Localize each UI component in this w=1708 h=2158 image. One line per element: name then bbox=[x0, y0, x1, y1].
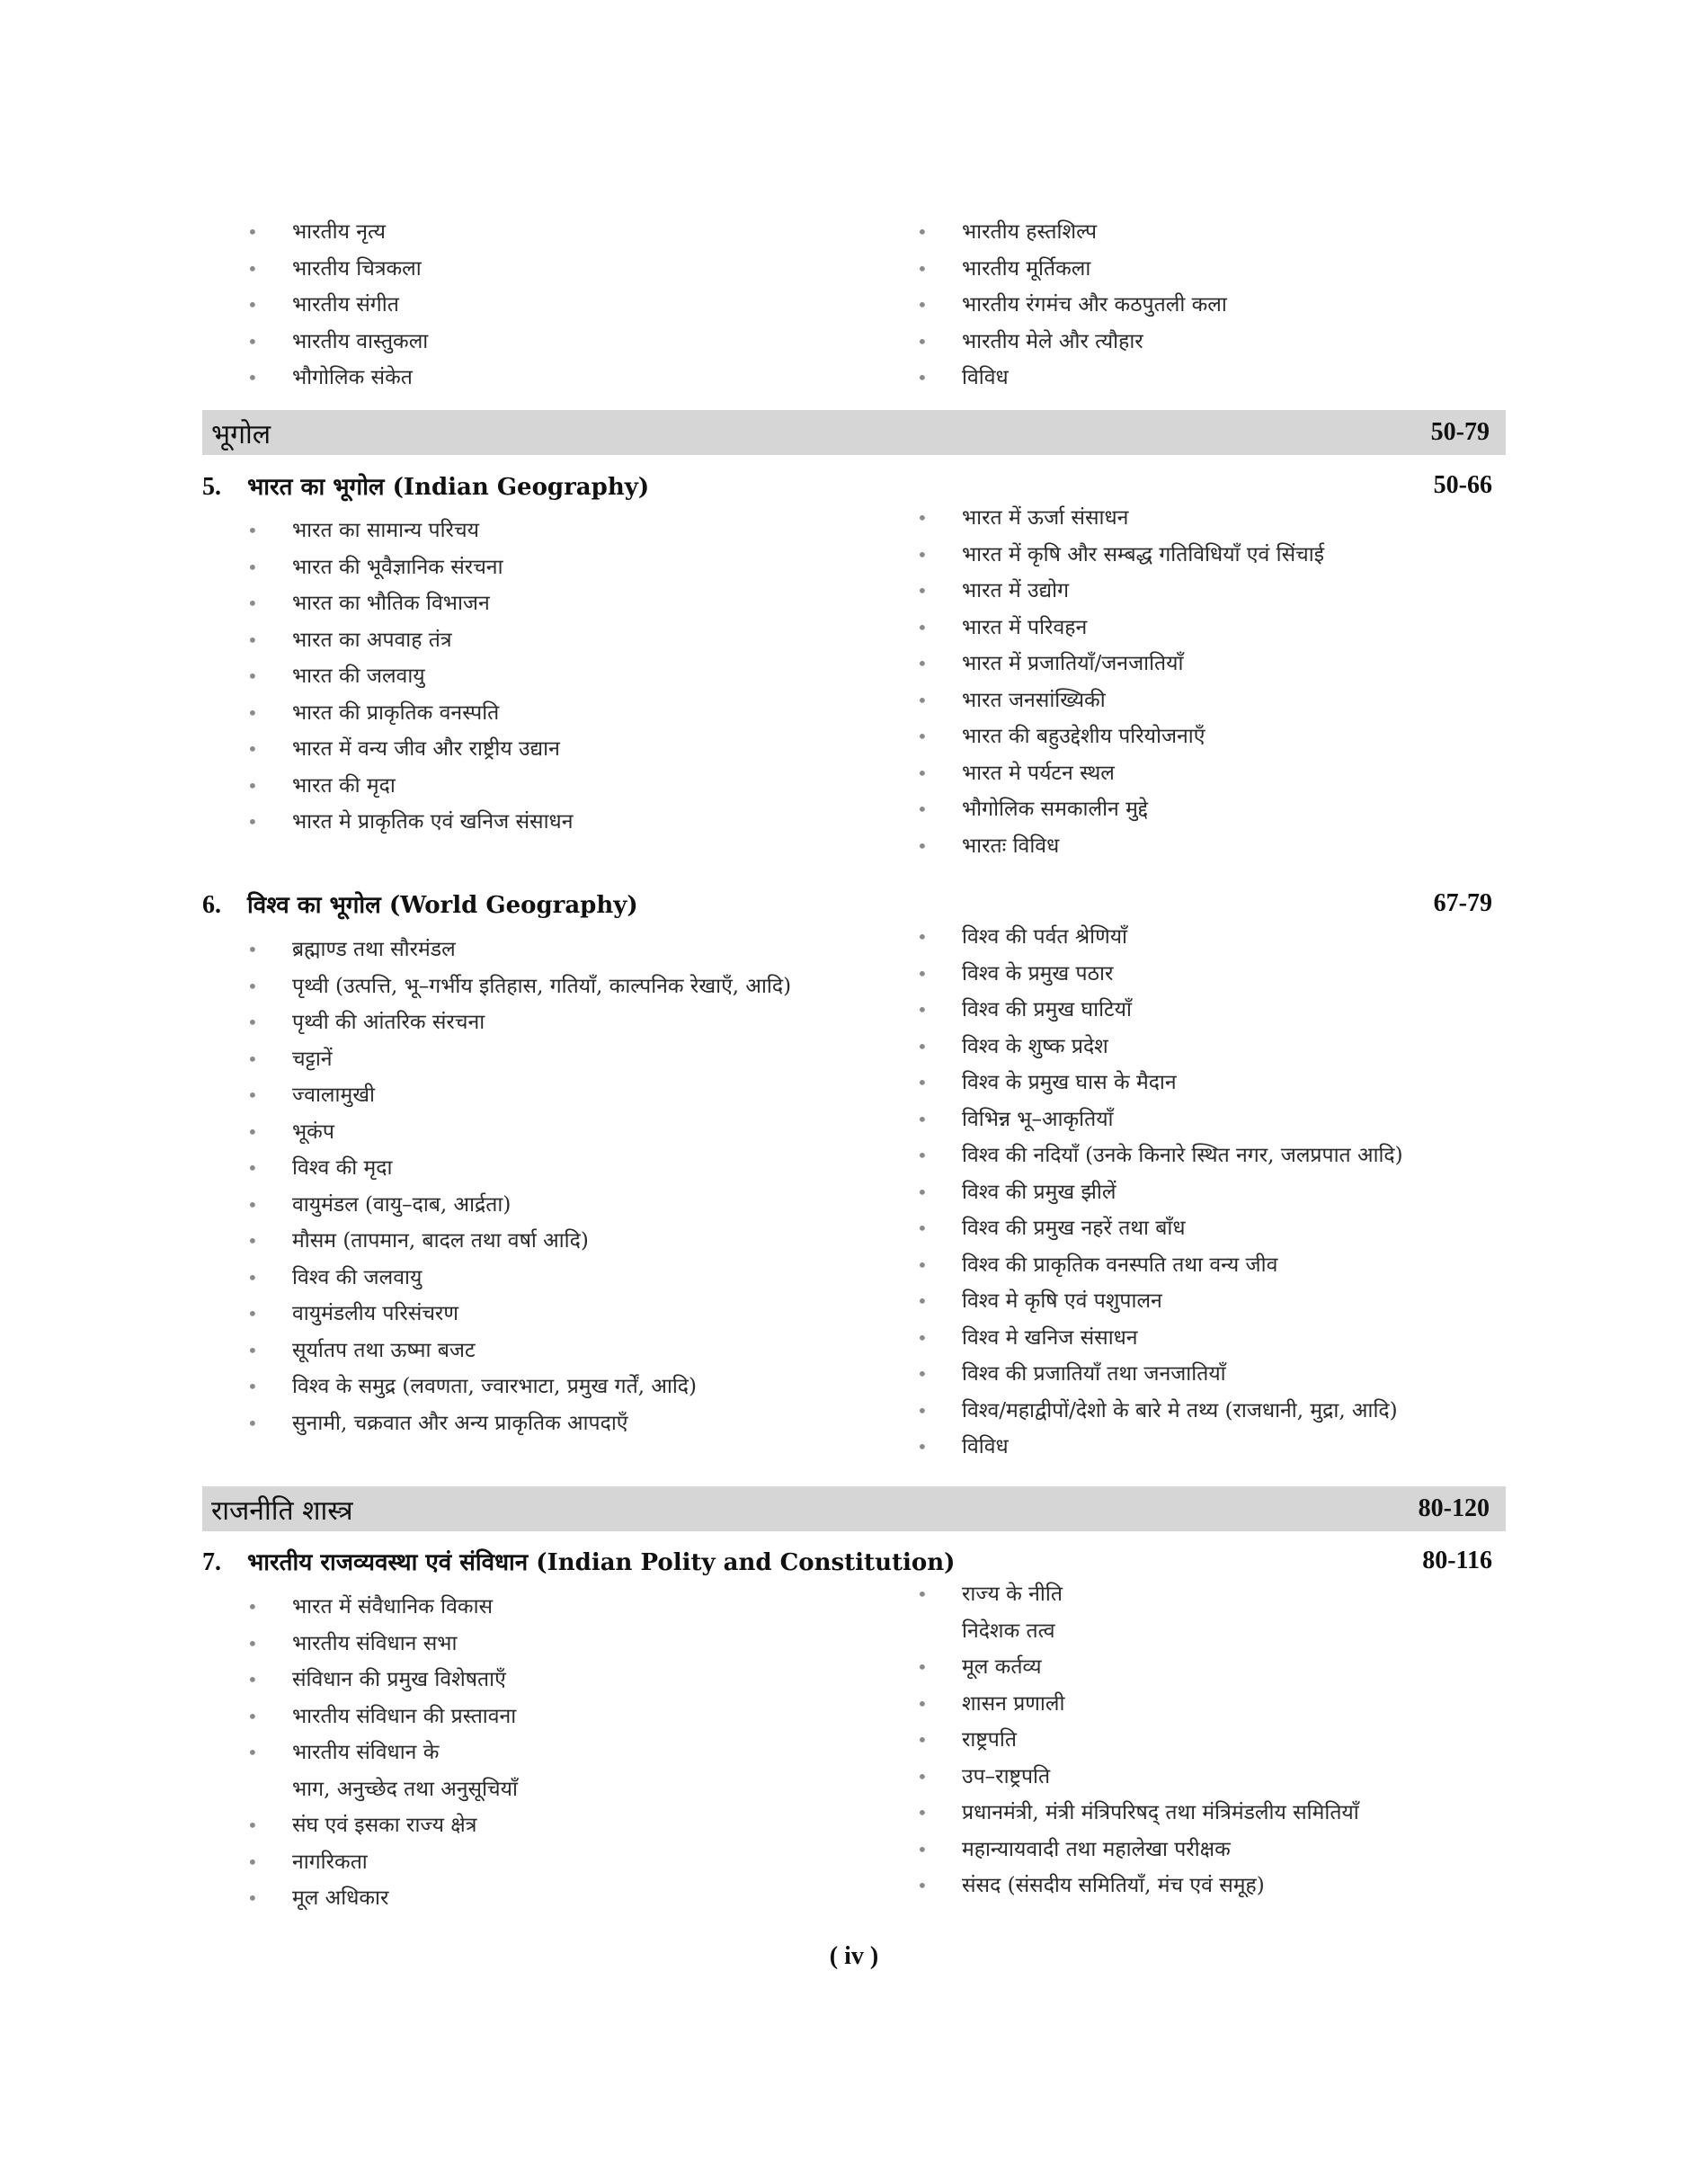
topic-text: भारत में कृषि और सम्बद्ध गतिविधियाँ एवं सिंचाई bbox=[962, 542, 1324, 566]
topic-item bbox=[202, 1041, 872, 1078]
topic-item bbox=[202, 968, 872, 1005]
topic-text: सुनामी, चक्रवात और अन्य प्राकृतिक आपदाएँ bbox=[292, 1411, 628, 1435]
topic-text: विविध bbox=[962, 1435, 1009, 1458]
topic-text: विभिन्न भू–आकृतियाँ bbox=[962, 1107, 1114, 1131]
topic-item bbox=[202, 1187, 872, 1224]
bullet-icon: • bbox=[247, 1705, 258, 1727]
left-column bbox=[202, 214, 872, 397]
topic-item bbox=[202, 1626, 872, 1663]
topic-text: भारत का भौतिक विभाजन bbox=[292, 592, 490, 615]
topic-text: भारत में परिवहन bbox=[962, 615, 1088, 639]
topic-text: विश्व की प्रमुख घाटियाँ bbox=[962, 998, 1132, 1021]
bullet-icon: • bbox=[247, 294, 258, 316]
bullet-icon: • bbox=[247, 1596, 258, 1618]
topic-text: सूर्यातप तथा ऊष्मा बजट bbox=[292, 1338, 476, 1362]
topic-text: पृथ्वी की आंतरिक संरचना bbox=[292, 1011, 485, 1034]
section-header-geography bbox=[202, 410, 1506, 455]
section-title: भूगोल bbox=[211, 418, 271, 450]
topic-item bbox=[202, 804, 872, 841]
topic-text: विश्व की पर्वत श्रेणियाँ bbox=[962, 925, 1127, 949]
topic-text: भारतीय रंगमंच और कठपुतली कला bbox=[962, 293, 1227, 317]
bullet-icon: • bbox=[247, 367, 258, 388]
bullet-icon: • bbox=[247, 221, 258, 243]
topic-text: भारत की भूवैज्ञानिक संरचना bbox=[292, 555, 503, 579]
topic-item bbox=[202, 1260, 872, 1297]
bullet-icon: • bbox=[917, 798, 928, 820]
topic-item bbox=[872, 360, 1501, 397]
topic-text: विश्व मे खनिज संसाधन bbox=[962, 1325, 1138, 1350]
topic-text: मूल कर्तव्य bbox=[962, 1655, 1042, 1679]
topic-item bbox=[202, 1369, 872, 1405]
topic-text: विश्व/महाद्वीपों/देशो के बारे मे तथ्य (राजधानी, मुद्रा, आदि) bbox=[962, 1398, 1398, 1422]
topic-text: निदेशक तत्व bbox=[962, 1618, 1055, 1643]
bullet-icon: • bbox=[247, 1012, 258, 1033]
topic-text: भारत में प्रजातियाँ/जनजातियाँ bbox=[962, 652, 1184, 675]
chapter-label bbox=[202, 887, 638, 920]
topic-item bbox=[202, 1333, 872, 1369]
topic-item bbox=[872, 1868, 1501, 1904]
bullet-icon: • bbox=[247, 1850, 258, 1873]
topic-item bbox=[202, 1771, 872, 1808]
section-page-range: 50-79 bbox=[1430, 418, 1490, 446]
page-number: ( iv ) bbox=[829, 1942, 879, 1970]
topic-item bbox=[872, 1356, 1501, 1393]
topic-text: राज्य के नीति bbox=[962, 1583, 1063, 1606]
bullet-icon: • bbox=[247, 738, 258, 760]
topic-text: पृथ्वी (उत्पत्ति, भू–गर्भीय इतिहास, गतियाँ, काल्पनिक रेखाएँ, आदि) bbox=[292, 974, 792, 998]
bullet-icon: • bbox=[917, 653, 928, 674]
topic-text: भारतीय संविधान के bbox=[292, 1741, 440, 1764]
topic-text: भारत की जलवायु bbox=[292, 664, 425, 688]
bullet-icon: • bbox=[247, 1303, 258, 1324]
topic-item bbox=[202, 1114, 872, 1151]
topic-text: विश्व की प्रमुख झीलें bbox=[962, 1180, 1116, 1204]
chapter-number: 7. bbox=[202, 1548, 221, 1576]
section-title: राजनीति शास्त्र bbox=[211, 1494, 353, 1527]
topic-text: भारतीय हस्तशिल्प bbox=[962, 220, 1098, 244]
topic-text: प्रधानमंत्री, मंत्री मंत्रिपरिषद् तथा मंत्रिमंडलीय समितियाँ bbox=[962, 1801, 1359, 1824]
topic-item bbox=[872, 992, 1501, 1029]
topic-item bbox=[872, 1576, 1501, 1613]
topic-item bbox=[872, 500, 1501, 537]
bullet-icon: • bbox=[917, 1692, 928, 1715]
bullet-icon: • bbox=[917, 1436, 928, 1458]
topic-item bbox=[202, 932, 872, 968]
topic-text: संविधान की प्रमुख विशेषताएँ bbox=[292, 1668, 506, 1691]
bullet-icon: • bbox=[247, 257, 258, 280]
topic-item bbox=[202, 1296, 872, 1333]
bullet-icon: • bbox=[917, 1656, 928, 1678]
topic-item bbox=[202, 287, 872, 324]
topic-text: भारत की बहुउद्देशीय परियोजनाएँ bbox=[962, 725, 1205, 748]
topic-item bbox=[872, 1649, 1501, 1686]
bullet-icon: • bbox=[247, 1157, 258, 1179]
topic-item bbox=[202, 622, 872, 659]
right-topics bbox=[872, 214, 1501, 397]
bullet-icon: • bbox=[917, 1035, 928, 1057]
bullet-icon: • bbox=[917, 330, 928, 352]
left-topics bbox=[202, 513, 872, 841]
topic-text: भारत का अपवाह तंत्र bbox=[292, 628, 452, 652]
topic-text: भारत में वन्य जीव और राष्ट्रीय उद्यान bbox=[292, 737, 560, 761]
bullet-icon: • bbox=[917, 294, 928, 316]
bullet-icon: • bbox=[917, 1290, 928, 1312]
topic-text: विश्व के प्रमुख पठार bbox=[962, 961, 1114, 985]
topic-item bbox=[202, 1734, 872, 1771]
topic-item bbox=[872, 956, 1501, 993]
topic-item bbox=[872, 1320, 1501, 1357]
topic-item bbox=[872, 537, 1501, 574]
topic-item bbox=[872, 1686, 1501, 1723]
topic-item bbox=[872, 1210, 1501, 1247]
bullet-icon: • bbox=[247, 1887, 258, 1909]
topic-item bbox=[872, 1429, 1501, 1466]
bullet-icon: • bbox=[247, 1376, 258, 1397]
topic-item bbox=[202, 549, 872, 586]
bullet-icon: • bbox=[247, 1412, 258, 1434]
topic-item bbox=[872, 646, 1501, 682]
topic-text: भारतीय मूर्तिकला bbox=[962, 256, 1091, 281]
bullet-icon: • bbox=[917, 507, 928, 529]
chapter-title: भारत का भूगोल (Indian Geography) bbox=[247, 474, 650, 501]
bullet-icon: • bbox=[917, 1765, 928, 1788]
topic-item bbox=[202, 768, 872, 805]
bullet-icon: • bbox=[917, 1217, 928, 1239]
bullet-icon: • bbox=[917, 1838, 928, 1860]
left-column bbox=[202, 932, 872, 1466]
topic-item bbox=[872, 1722, 1501, 1759]
bullet-icon: • bbox=[917, 1181, 928, 1203]
topic-item bbox=[872, 251, 1501, 288]
topic-text: राष्ट्रपति bbox=[962, 1728, 1017, 1752]
topic-text: संसद (संसदीय समितियाँ, मंच एवं समूह) bbox=[962, 1874, 1265, 1897]
topic-text: भारतः विविध bbox=[962, 834, 1060, 858]
bullet-icon: • bbox=[247, 811, 258, 833]
chapter-number: 6. bbox=[202, 891, 221, 919]
bullet-icon: • bbox=[917, 1875, 928, 1896]
bullet-icon: • bbox=[247, 1815, 258, 1836]
topic-text: वायुमंडलीय परिसंचरण bbox=[292, 1302, 458, 1325]
bullet-icon: • bbox=[247, 629, 258, 651]
bullet-icon: • bbox=[917, 1072, 928, 1093]
topic-item bbox=[872, 287, 1501, 324]
chapter-6-topics bbox=[202, 925, 1506, 1466]
bullet-icon: • bbox=[247, 1193, 258, 1216]
topic-text: भाग, अनुच्छेद तथा अनुसूचियाँ bbox=[292, 1777, 518, 1801]
bullet-icon: • bbox=[917, 367, 928, 388]
bullet-icon: • bbox=[917, 616, 928, 638]
right-column bbox=[872, 1576, 1501, 1917]
topic-item bbox=[202, 658, 872, 695]
topic-text: मौसम (तापमान, बादल तथा वर्षा आदि) bbox=[292, 1229, 589, 1253]
right-column bbox=[872, 500, 1501, 864]
bullet-icon: • bbox=[917, 580, 928, 602]
topic-text: विविध bbox=[962, 366, 1009, 389]
topic-item bbox=[872, 1283, 1501, 1320]
bullet-icon: • bbox=[917, 1729, 928, 1751]
topic-text: विश्व के शुष्क प्रदेश bbox=[962, 1034, 1108, 1058]
topic-item bbox=[872, 1759, 1501, 1796]
chapter-5-topics bbox=[202, 506, 1506, 864]
topic-text: विश्व की प्रमुख नहरें तथा बाँध bbox=[962, 1217, 1186, 1240]
topic-item bbox=[872, 1832, 1501, 1868]
topic-text: विश्व की नदियाँ (उनके किनारे स्थित नगर, जलप्रपात आदि) bbox=[962, 1144, 1403, 1167]
topic-item bbox=[202, 1223, 872, 1260]
topic-item bbox=[202, 695, 872, 732]
topic-item bbox=[202, 1589, 872, 1626]
right-topics bbox=[872, 1576, 1501, 1904]
topic-item bbox=[872, 1101, 1501, 1138]
bullet-icon: • bbox=[247, 665, 258, 687]
bullet-icon: • bbox=[247, 1120, 258, 1143]
bullet-icon: • bbox=[917, 543, 928, 566]
topic-text: भारतीय संगीत bbox=[292, 293, 399, 317]
topic-item bbox=[202, 1077, 872, 1114]
topic-item bbox=[872, 828, 1501, 865]
topic-text: शासन प्रणाली bbox=[962, 1691, 1065, 1716]
bullet-icon: • bbox=[917, 726, 928, 747]
bullet-icon: • bbox=[247, 1632, 258, 1654]
topic-item bbox=[202, 1662, 872, 1699]
topic-item bbox=[872, 573, 1501, 610]
topic-item bbox=[202, 1880, 872, 1917]
topic-item bbox=[872, 1613, 1501, 1650]
topic-text: भौगोलिक संकेत bbox=[292, 366, 413, 389]
left-column bbox=[202, 513, 872, 864]
topic-text: विश्व मे कृषि एवं पशुपालन bbox=[962, 1289, 1162, 1313]
topic-item bbox=[202, 324, 872, 361]
bullet-icon: • bbox=[917, 1326, 928, 1349]
bullet-icon: • bbox=[247, 1339, 258, 1361]
topic-item bbox=[872, 610, 1501, 647]
right-column bbox=[872, 919, 1501, 1466]
bullet-icon: • bbox=[917, 257, 928, 280]
topic-text: विश्व के समुद्र (लवणता, ज्वारभाटा, प्रमुख गर्तें, आदि) bbox=[292, 1375, 697, 1398]
bullet-icon: • bbox=[917, 962, 928, 985]
bullet-icon: • bbox=[917, 1253, 928, 1276]
chapter-heading-7 bbox=[202, 1541, 1492, 1581]
topic-item bbox=[202, 251, 872, 288]
bullet-icon: • bbox=[247, 520, 258, 541]
bullet-icon: • bbox=[917, 926, 928, 948]
bullet-icon: • bbox=[247, 593, 258, 614]
left-topics bbox=[202, 214, 872, 397]
topic-text: नागरिकता bbox=[292, 1850, 368, 1874]
topic-text: भारत में संवैधानिक विकास bbox=[292, 1595, 494, 1618]
topic-text: भारतीय वास्तुकला bbox=[292, 329, 429, 353]
chapter-heading-6 bbox=[202, 884, 1492, 923]
arts-topic-list bbox=[202, 214, 1506, 397]
bullet-icon: • bbox=[917, 1108, 928, 1130]
topic-item bbox=[872, 1029, 1501, 1066]
topic-text: भारतीय नृत्य bbox=[292, 220, 387, 244]
section-header-polity bbox=[202, 1486, 1506, 1531]
topic-text: भारत में ऊर्जा संसाधन bbox=[962, 506, 1129, 530]
topic-item bbox=[872, 1065, 1501, 1101]
bullet-icon: • bbox=[247, 330, 258, 352]
topic-item bbox=[202, 1699, 872, 1735]
bullet-icon: • bbox=[247, 1669, 258, 1690]
topic-text: उप–राष्ट्रपति bbox=[962, 1764, 1051, 1788]
topic-text: विश्व की प्रजातियाँ तथा जनजातियाँ bbox=[962, 1362, 1226, 1386]
topic-item bbox=[872, 1247, 1501, 1284]
topic-item bbox=[872, 718, 1501, 755]
right-topics bbox=[872, 919, 1501, 1466]
topic-item bbox=[202, 585, 872, 622]
topic-item bbox=[202, 360, 872, 397]
topic-item bbox=[202, 1150, 872, 1187]
chapter-title: भारतीय राजव्यवस्था एवं संविधान (Indian Polity and Constitution) bbox=[247, 1549, 956, 1576]
bullet-icon: • bbox=[247, 975, 258, 997]
chapter-page-range: 50-66 bbox=[1433, 471, 1492, 499]
bullet-icon: • bbox=[247, 701, 258, 724]
bullet-icon: • bbox=[247, 1742, 258, 1763]
topic-text: भारत की प्राकृतिक वनस्पति bbox=[292, 700, 500, 725]
bullet-icon: • bbox=[247, 1084, 258, 1106]
topic-text: भूकंप bbox=[292, 1119, 334, 1144]
topic-text: ज्वालामुखी bbox=[292, 1083, 375, 1107]
bullet-icon: • bbox=[247, 1266, 258, 1289]
topic-text: विश्व के प्रमुख घास के मैदान bbox=[962, 1071, 1177, 1094]
topic-item bbox=[872, 1393, 1501, 1430]
topic-text: भारतीय मेले और त्यौहार bbox=[962, 329, 1143, 353]
topic-item bbox=[202, 513, 872, 549]
topic-item bbox=[202, 1004, 872, 1041]
bullet-icon: • bbox=[247, 939, 258, 960]
bullet-icon: • bbox=[917, 1363, 928, 1385]
right-column bbox=[872, 214, 1501, 397]
topic-item bbox=[872, 1137, 1501, 1174]
topic-text: भारत मे पर्यटन स्थल bbox=[962, 761, 1115, 785]
bullet-icon: • bbox=[917, 1802, 928, 1824]
bullet-icon: • bbox=[247, 774, 258, 797]
topic-text: भौगोलिक समकालीन मुद्दे bbox=[962, 798, 1148, 821]
bullet-icon: • bbox=[247, 1230, 258, 1252]
bullet-icon: • bbox=[917, 834, 928, 857]
topic-text: संघ एवं इसका राज्य क्षेत्र bbox=[292, 1814, 477, 1837]
topic-item bbox=[202, 731, 872, 768]
topic-text: महान्यायवादी तथा महालेखा परीक्षक bbox=[962, 1837, 1231, 1861]
topic-text: विश्व की प्राकृतिक वनस्पति तथा वन्य जीव bbox=[962, 1253, 1278, 1277]
topic-item bbox=[202, 1405, 872, 1442]
chapter-number: 5. bbox=[202, 473, 221, 501]
topic-item bbox=[202, 214, 872, 251]
chapter-label bbox=[202, 469, 649, 502]
topic-item bbox=[872, 1795, 1501, 1832]
chapter-label bbox=[202, 1545, 955, 1577]
bullet-icon: • bbox=[917, 1399, 928, 1422]
bullet-icon: • bbox=[917, 999, 928, 1021]
chapter-7-topics bbox=[202, 1583, 1506, 1917]
section-page-range: 80-120 bbox=[1418, 1494, 1490, 1522]
topic-text: भारत की मृदा bbox=[292, 773, 396, 798]
chapter-page-range: 80-116 bbox=[1422, 1547, 1492, 1574]
left-topics bbox=[202, 932, 872, 1441]
topic-text: ब्रह्माण्ड तथा सौरमंडल bbox=[292, 938, 456, 961]
topic-text: भारत मे प्राकृतिक एवं खनिज संसाधन bbox=[292, 810, 574, 834]
topic-text: विश्व की जलवायु bbox=[292, 1265, 423, 1289]
topic-item bbox=[872, 682, 1501, 719]
topic-item bbox=[872, 1174, 1501, 1211]
bullet-icon: • bbox=[247, 556, 258, 578]
topic-text: भारत में उद्योग bbox=[962, 579, 1070, 602]
topic-text: भारतीय चित्रकला bbox=[292, 256, 422, 281]
topic-item bbox=[202, 1807, 872, 1844]
topic-item bbox=[202, 1844, 872, 1881]
left-column bbox=[202, 1589, 872, 1917]
topic-text: मूल अधिकार bbox=[292, 1886, 389, 1910]
topic-text: वायुमंडल (वायु–दाब, आर्द्रता) bbox=[292, 1192, 512, 1217]
topic-text: भारत जनसांख्यिकी bbox=[962, 688, 1106, 712]
chapter-page-range: 67-79 bbox=[1433, 889, 1492, 917]
bullet-icon: • bbox=[917, 221, 928, 243]
left-topics bbox=[202, 1589, 872, 1917]
topic-item bbox=[872, 791, 1501, 828]
topic-text: चट्टानें bbox=[292, 1047, 333, 1071]
topic-item bbox=[872, 919, 1501, 956]
bullet-icon: • bbox=[917, 689, 928, 711]
bullet-icon: • bbox=[917, 1145, 928, 1166]
topic-text: भारत का सामान्य परिचय bbox=[292, 519, 479, 542]
topic-item bbox=[872, 324, 1501, 361]
right-topics bbox=[872, 500, 1501, 864]
topic-text: विश्व की मृदा bbox=[292, 1156, 393, 1180]
topic-item bbox=[872, 755, 1501, 792]
topic-item bbox=[872, 214, 1501, 251]
bullet-icon: • bbox=[247, 1048, 258, 1070]
topic-text: भारतीय संविधान की प्रस्तावना bbox=[292, 1704, 517, 1728]
chapter-title: विश्व का भूगोल (World Geography) bbox=[247, 892, 638, 919]
bullet-icon: • bbox=[917, 1583, 928, 1605]
topic-text: भारतीय संविधान सभा bbox=[292, 1631, 458, 1655]
bullet-icon: • bbox=[917, 762, 928, 784]
